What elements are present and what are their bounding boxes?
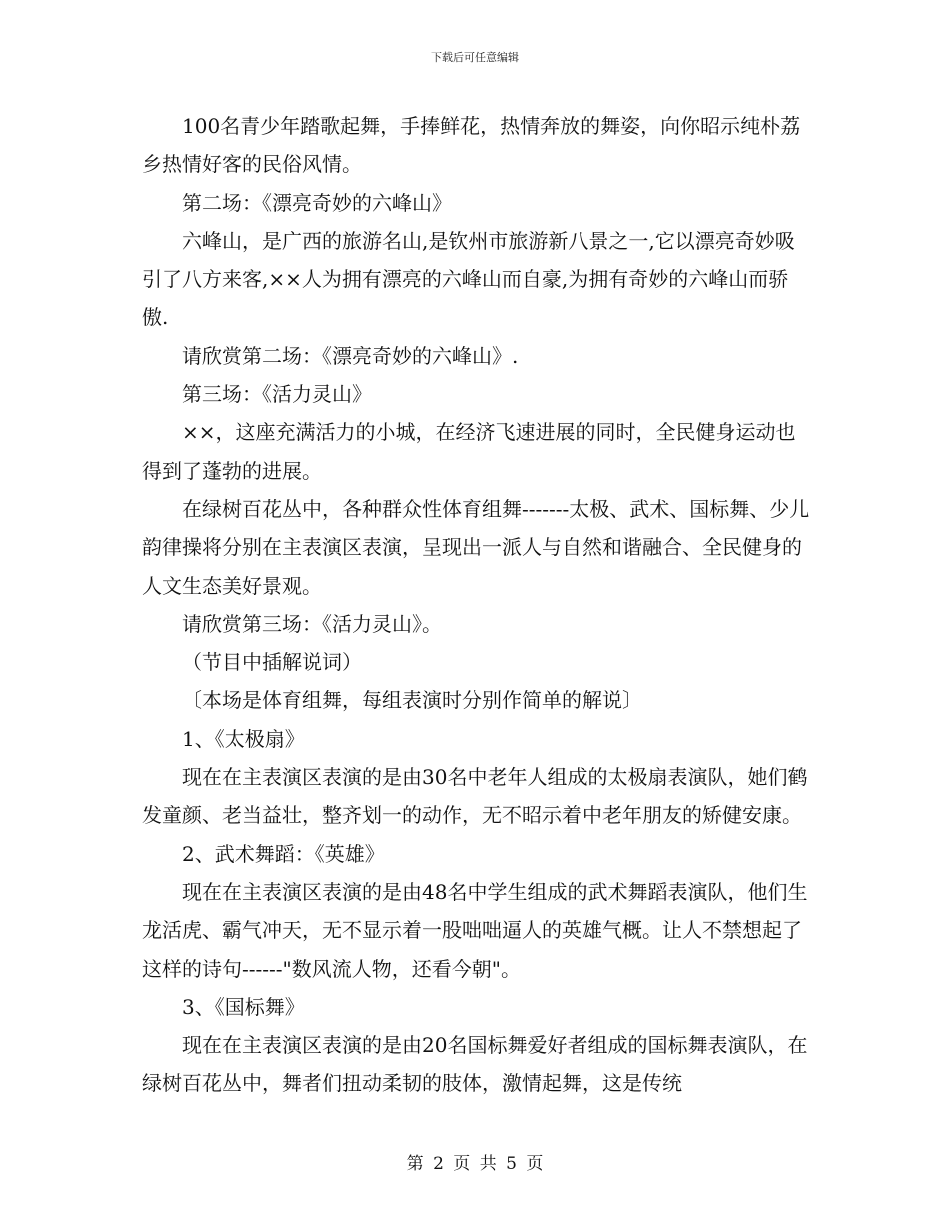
paragraph: 〔本场是体育组舞，每组表演时分别作简单的解说〕 xyxy=(182,688,642,713)
page-footer: 第 2 页 共 5 页 xyxy=(406,1154,544,1174)
page-header: 下载后可任意编辑 xyxy=(431,51,519,64)
section-title: 第三场：《活力灵山》 xyxy=(182,382,372,407)
item-title: 3、《国标舞》 xyxy=(182,994,305,1019)
paragraph: 在绿树百花丛中，各种群众性体育组舞-------太极、武术、国标舞、少儿韵律操将分别在主表演区表演，呈现出一派人与自然和谐融合、全民健身的人文生态美好景观。 xyxy=(142,496,810,598)
paragraph: 请欣赏第二场：《漂亮奇妙的六峰山》. xyxy=(182,343,519,368)
paragraph: 100名青少年踏歌起舞，手捧鲜花，热情奔放的舞姿，向你昭示纯朴荔乡热情好客的民俗风情。 xyxy=(142,114,801,177)
paragraph: 现在在主表演区表演的是由48名中学生组成的武术舞蹈表演队，他们生龙活虎、霸气冲天，无不显示着一股咄咄逼人的英雄气概。让人不禁想起了这样的诗句------"数风流人物，还看今朝"。 xyxy=(142,879,808,981)
paragraph: 请欣赏第三场：《活力灵山》。 xyxy=(182,611,442,636)
paragraph: （节目中插解说词） xyxy=(182,650,362,675)
section-title: 第二场：《漂亮奇妙的六峰山》 xyxy=(182,190,452,215)
document-body xyxy=(142,107,812,1103)
paragraph: 现在在主表演区表演的是由20名国标舞爱好者组成的国标舞表演队，在绿树百花丛中，舞者们扭动柔韧的肢体，激情起舞，这是传统 xyxy=(142,1033,808,1096)
item-title: 2、武术舞蹈：《英雄》 xyxy=(182,841,385,866)
item-title: 1、《太极扇》 xyxy=(182,726,305,751)
paragraph: 现在在主表演区表演的是由30名中老年人组成的太极扇表演队，她们鹤发童颜、老当益壮，整齐划一的动作，无不昭示着中老年朋友的矫健安康。 xyxy=(142,765,808,828)
paragraph: 六峰山，是广西的旅游名山,是钦州市旅游新八景之一,它以漂亮奇妙吸引了八方来客,××人为拥有漂亮的六峰山而自豪,为拥有奇妙的六峰山而骄傲. xyxy=(142,228,795,330)
paragraph: ××，这座充满活力的小城，在经济飞速进展的同时，全民健身运动也得到了蓬勃的进展。 xyxy=(142,420,796,483)
